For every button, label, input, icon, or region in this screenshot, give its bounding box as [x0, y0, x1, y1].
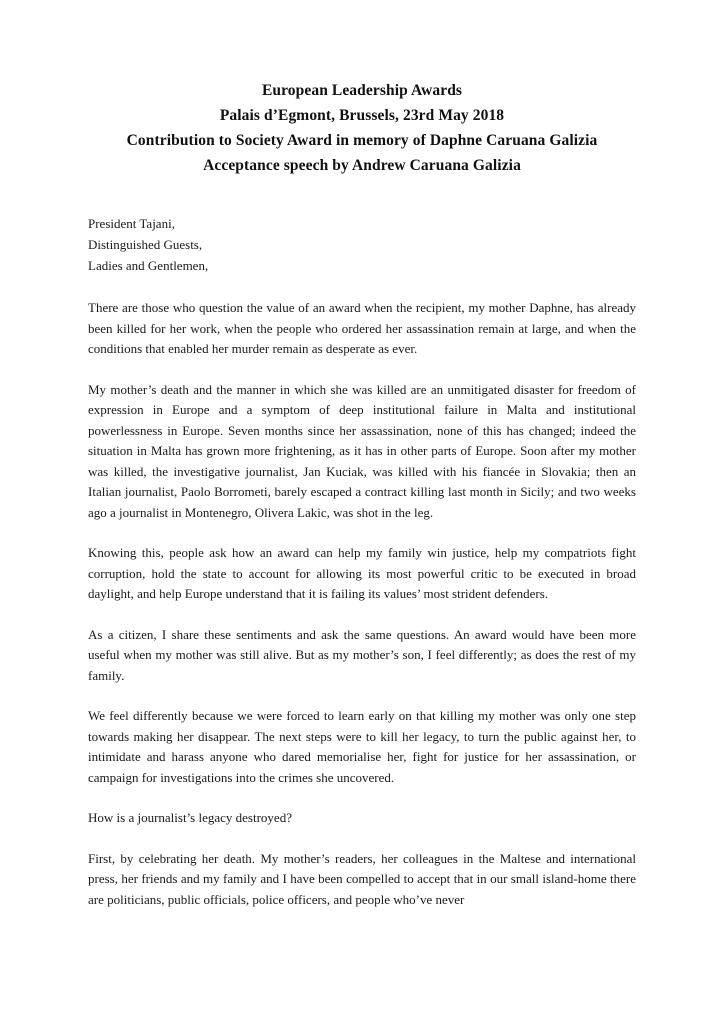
salutation-line-2: Distinguished Guests,: [88, 237, 203, 252]
salutation-line-3: Ladies and Gentlemen,: [88, 258, 209, 273]
paragraph: First, by celebrating her death. My mother’s readers, her colleagues in the Maltese and international press, her friends and my family and I have been compelled to accept that in our small island-home there are politicians, public officials, police officers, and people who’ve never: [88, 850, 636, 907]
document-body: [88, 298, 636, 910]
title-line-4: Acceptance speech by Andrew Caruana Galizia: [203, 157, 521, 174]
title-line-3: Contribution to Society Award in memory of Daphne Caruana Galizia: [126, 132, 598, 149]
paragraph: My mother’s death and the manner in which she was killed are an unmitigated disaster for freedom of expression in Europe and a symptom of deep institutional failure in Malta and institutional powerlessness in Europe. Seven months since her assassination, none of this has changed; indeed the situation in Malta has grown more frightening, as it has in other parts of Europe. Soon after my mother was killed, the investigative journalist, Jan Kuciak, was killed with his fiancée in Slovakia; then an Italian journalist, Paolo Borrometi, barely escaped a contract killing last month in Sicily; and two weeks ago a journalist in Montenegro, Olivera Lakic, was shot in the leg.: [88, 381, 636, 520]
title-line-2: Palais d’Egmont, Brussels, 23rd May 2018: [219, 107, 505, 124]
paragraph: How is a journalist’s legacy destroyed?: [88, 810, 292, 825]
title-line-1: European Leadership Awards: [261, 82, 463, 99]
paragraph: We feel differently because we were forced to learn early on that killing my mother was only one step towards making her disappear. The next steps were to kill her legacy, to turn the public against her, to intimidate and harass anyone who dared memorialise her, fight for justice for her assassination, or campaign for investigations into the crimes she uncovered.: [88, 708, 636, 785]
salutation-line-1: President Tajani,: [88, 216, 175, 231]
salutation-block: [88, 214, 636, 276]
document-title: [88, 78, 636, 178]
paragraph: There are those who question the value of an award when the recipient, my mother Daphne, has already been killed for her work, when the people who ordered her assassination remain at large, and when the conditions that enabled her murder remain as desperate as ever.: [88, 300, 636, 356]
paragraph: Knowing this, people ask how an award can help my family win justice, help my compatriots fight corruption, hold the state to account for allowing its most powerful critic to be executed in broad daylight, and help Europe understand that it is failing its values’ most strident defenders.: [88, 545, 636, 601]
paragraph: As a citizen, I share these sentiments and ask the same questions. An award would have been more useful when my mother was still alive. But as my mother’s son, I feel differently; as does the rest of my family.: [88, 626, 636, 683]
